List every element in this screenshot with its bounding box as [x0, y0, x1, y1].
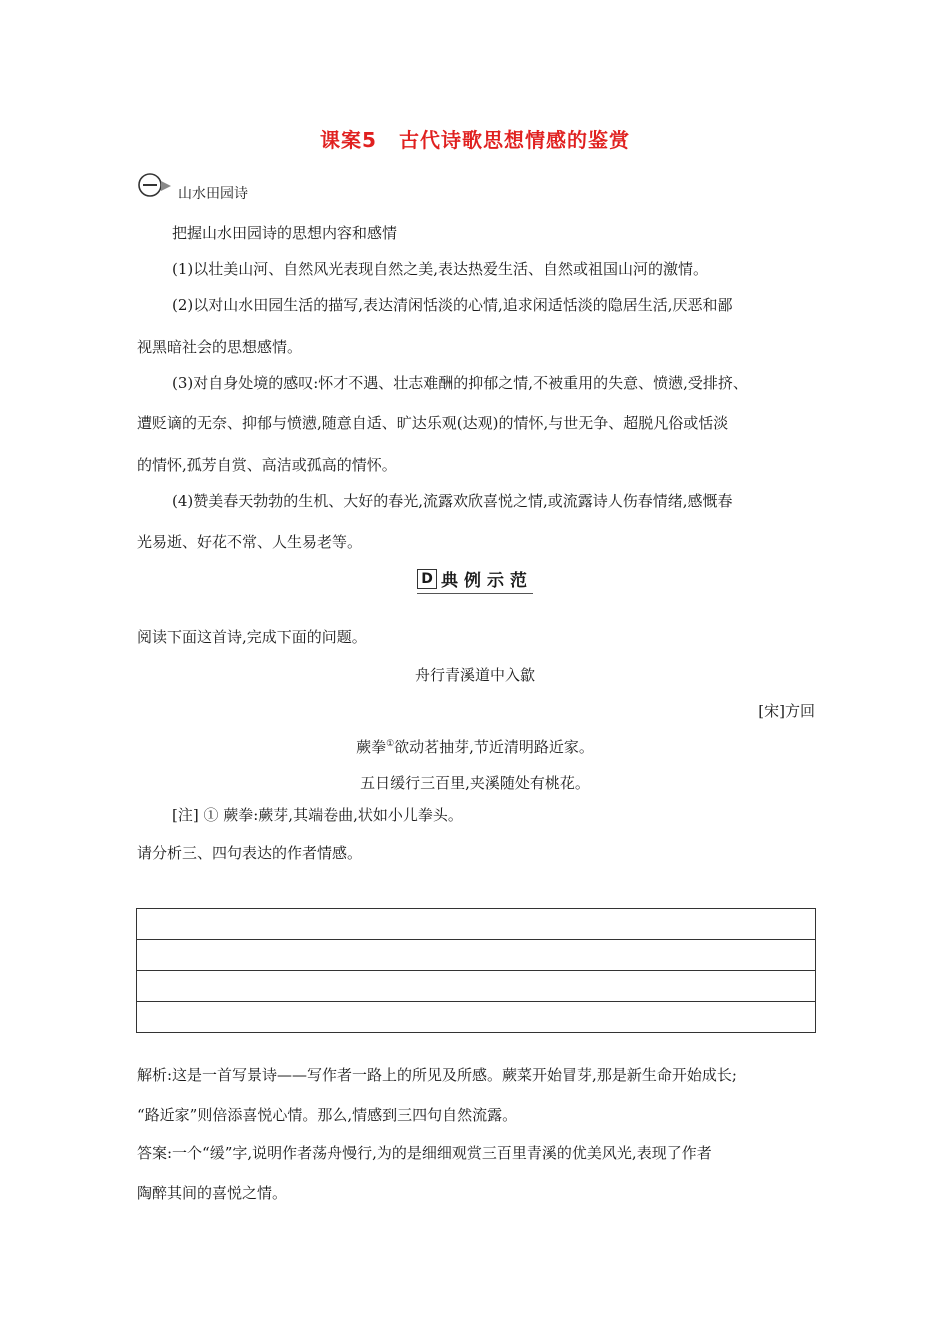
point-4-line-2: 光易逝、好花不常、人生易老等。: [137, 533, 363, 551]
d-badge-icon: D: [417, 569, 437, 589]
footnote-marker: ①: [386, 739, 395, 749]
poem-note: [注] ① 蕨拳:蕨芽,其端卷曲,状如小儿拳头。: [172, 806, 463, 824]
point-1: (1)以壮美山河、自然风光表现自然之美,表达热爱生活、自然或祖国山河的激情。: [172, 260, 709, 278]
answer-line[interactable]: [137, 971, 815, 1002]
reading-instruction: 阅读下面这首诗,完成下面的问题。: [137, 628, 367, 646]
poem-line-1: 蕨拳①欲动茗抽芽,节近清明路近家。: [356, 738, 594, 756]
analysis-line-1: 解析:这是一首写景诗——写作者一路上的所见及所感。蕨菜开始冒芽,那是新生命开始成长;: [137, 1066, 737, 1084]
page-title: [0, 124, 950, 153]
answer-line[interactable]: [137, 940, 815, 971]
answer-line[interactable]: [137, 1002, 815, 1032]
intro-text: 把握山水田园诗的思想内容和感情: [172, 224, 398, 242]
analysis-line-2: “路近家”则倍添喜悦心情。那么,情感到三四句自然流露。: [137, 1106, 518, 1124]
section-one-icon: [137, 172, 177, 198]
lesson-topic: 古代诗歌思想情感的鉴赏: [398, 128, 630, 152]
poem-title: 舟行青溪道中入歙: [414, 666, 535, 684]
question-text: 请分析三、四句表达的作者情感。: [137, 844, 363, 862]
point-4-line-1: (4)赞美春天勃勃的生机、大好的春光,流露欢欣喜悦之情,或流露诗人伤春情绪,感慨春: [172, 492, 733, 510]
poem-author: [宋]方回: [758, 702, 815, 720]
section-label: 山水田园诗: [178, 186, 248, 202]
point-2-line-2: 视黑暗社会的思想感情。: [137, 338, 303, 356]
point-2-line-1: (2)以对山水田园生活的描写,表达清闲恬淡的心情,追求闲适恬淡的隐居生活,厌恶和鄙: [172, 296, 733, 314]
point-3-line-3: 的情怀,孤芳自赏、高洁或孤高的情怀。: [137, 456, 397, 474]
answer-line[interactable]: [137, 909, 815, 940]
lesson-number: 课案5: [320, 128, 377, 152]
answer-line-2: 陶醉其间的喜悦之情。: [137, 1184, 288, 1202]
point-3-line-2: 遭贬谪的无奈、抑郁与愤懑,随意自适、旷达乐观(达观)的情怀,与世无争、超脱凡俗或恬淡: [137, 414, 729, 432]
example-heading: 典例示范: [441, 571, 533, 591]
answer-lines-box[interactable]: [136, 908, 816, 1033]
answer-line-1: 答案:一个“缓”字,说明作者荡舟慢行,为的是细细观赏三百里青溪的优美风光,表现了作者: [137, 1144, 712, 1162]
point-3-line-1: (3)对自身处境的感叹:怀才不遇、壮志难酬的抑郁之情,不被重用的失意、愤懑,受排挤、: [172, 374, 748, 392]
example-section-header: [0, 566, 950, 594]
poem-line-2: 五日缓行三百里,夹溪随处有桃花。: [360, 774, 590, 792]
